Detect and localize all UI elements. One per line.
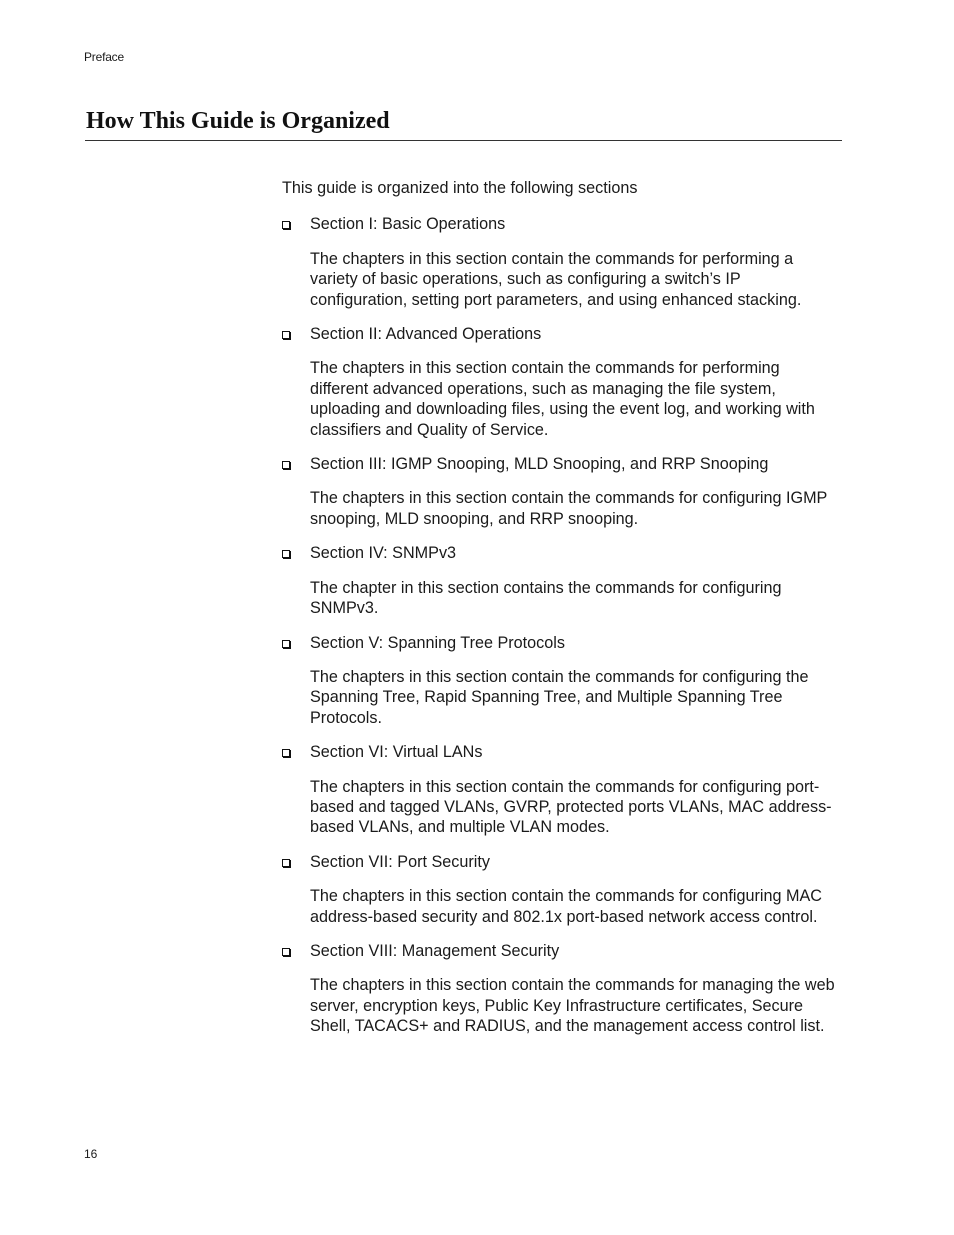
list-item-description: The chapters in this section contain the commands for managing the web server, encryption keys, Public Key Infrastructure certificates, Secure Shell, TACACS+ and RADIUS, and the management access control list. bbox=[310, 976, 835, 1036]
list-item-description: The chapters in this section contain the commands for performing different advanced operations, such as managing the file system, uploading and downloading files, using the event log, and working with classifiers and Quality of Service. bbox=[310, 359, 815, 439]
list-item-heading bbox=[282, 214, 842, 234]
list-item-description: The chapter in this section contains the commands for configuring SNMPv3. bbox=[310, 578, 782, 618]
list-item-label: Section III: IGMP Snooping, MLD Snooping, and RRP Snooping bbox=[310, 455, 769, 474]
list-item bbox=[282, 941, 842, 1037]
checkbox-icon bbox=[282, 461, 290, 469]
list-item bbox=[282, 214, 842, 310]
section-title: How This Guide is Organized bbox=[86, 108, 390, 134]
checkbox-icon bbox=[282, 948, 290, 956]
list-item bbox=[282, 454, 842, 529]
list-item-label: Section VII: Port Security bbox=[310, 852, 490, 871]
list-item-description: The chapters in this section contain the commands for performing a variety of basic operations, such as configuring a switch’s IP configuration, setting port parameters, and using enhanced stacking. bbox=[310, 249, 802, 309]
list-item-heading bbox=[282, 742, 842, 762]
checkbox-icon bbox=[282, 221, 290, 229]
list-item-description: The chapters in this section contain the commands for configuring the Spanning Tree, Rapid Spanning Tree, and Multiple Spanning Tree Protocols. bbox=[310, 667, 809, 727]
list-item bbox=[282, 543, 842, 618]
list-item-description: The chapters in this section contain the commands for configuring MAC address-based security and 802.1x port-based network access control. bbox=[310, 887, 822, 926]
list-item-heading bbox=[282, 633, 842, 653]
content-body bbox=[282, 178, 842, 1051]
list-item-heading bbox=[282, 543, 842, 563]
list-item-label: Section V: Spanning Tree Protocols bbox=[310, 633, 565, 652]
list-item bbox=[282, 633, 842, 729]
list-item-description: The chapters in this section contain the commands for configuring IGMP snooping, MLD snooping, and RRP snooping. bbox=[310, 489, 828, 528]
list-item-label: Section VI: Virtual LANs bbox=[310, 743, 483, 762]
list-item-label: Section VIII: Management Security bbox=[310, 941, 560, 960]
checkbox-icon bbox=[282, 331, 290, 339]
list-item bbox=[282, 742, 842, 838]
list-item-heading bbox=[282, 941, 842, 961]
intro-text: This guide is organized into the following sections bbox=[282, 179, 638, 197]
list-item-heading bbox=[282, 324, 842, 344]
list-item-label: Section IV: SNMPv3 bbox=[310, 544, 457, 563]
list-item bbox=[282, 324, 842, 440]
section-list bbox=[282, 214, 842, 1036]
list-item-heading bbox=[282, 454, 842, 474]
list-item bbox=[282, 852, 842, 927]
title-rule bbox=[85, 140, 842, 141]
list-item-heading bbox=[282, 852, 842, 872]
list-item-label: Section II: Advanced Operations bbox=[310, 325, 542, 344]
checkbox-icon bbox=[282, 550, 290, 558]
running-header: Preface bbox=[84, 50, 124, 64]
list-item-label: Section I: Basic Operations bbox=[310, 215, 506, 234]
checkbox-icon bbox=[282, 640, 290, 648]
page-number: 16 bbox=[84, 1147, 98, 1161]
checkbox-icon bbox=[282, 749, 290, 757]
checkbox-icon bbox=[282, 859, 290, 867]
list-item-description: The chapters in this section contain the commands for configuring port-based and tagged VLANs, GVRP, protected ports VLANs, MAC address-based VLANs, and multiple VLAN modes. bbox=[310, 777, 832, 837]
